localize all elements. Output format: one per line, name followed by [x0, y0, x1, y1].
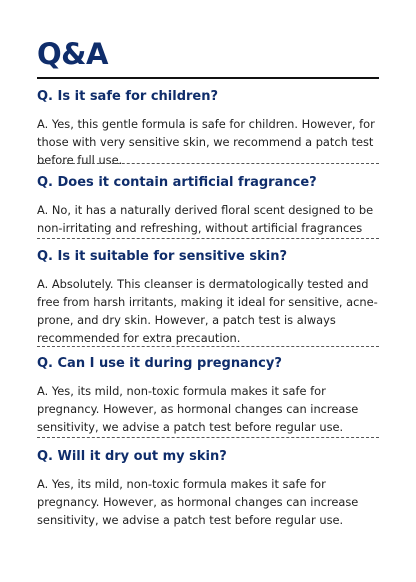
answer-text: A. Yes, its mild, non-toxic formula makes it safe for pregnancy. However, as hormonal changes can increase sensitivity, we advise a patch test before regular use.	[37, 477, 359, 527]
dashed-divider	[37, 163, 379, 164]
question-text: Q. Is it suitable for sensitive skin?	[37, 249, 288, 264]
question-text: Q. Is it safe for children?	[37, 89, 219, 104]
answer-text: A. Yes, its mild, non-toxic formula makes it safe for pregnancy. However, as hormonal changes can increase sensitivity, we advise a patch test before regular use.	[37, 384, 359, 434]
title-divider	[37, 77, 379, 79]
question-text: Q. Does it contain artificial fragrance?	[37, 175, 317, 190]
question-text: Q. Will it dry out my skin?	[37, 449, 227, 464]
page-title: Q&A	[37, 37, 108, 71]
qa-item	[37, 448, 379, 529]
qa-item	[37, 355, 379, 436]
dashed-divider	[37, 437, 379, 438]
qa-page	[37, 0, 379, 582]
answer-text: A. No, it has a naturally derived floral scent designed to be non-irritating and refreshing, without artificial fragrances	[37, 203, 374, 235]
dashed-divider	[37, 346, 379, 347]
answer-text: A. Absolutely. This cleanser is dermatologically tested and free from harsh irritants, making it ideal for sensitive, acne-prone, and dry skin. However, a patch test is always recommended for extra precaution.	[37, 277, 378, 345]
question-text: Q. Can I use it during pregnancy?	[37, 356, 282, 371]
answer-text: A. Yes, this gentle formula is safe for children. However, for those with very sensitive skin, we recommend a patch test before full use.	[37, 117, 375, 167]
qa-item	[37, 88, 379, 169]
qa-item	[37, 248, 379, 347]
dashed-divider	[37, 238, 379, 239]
qa-item	[37, 174, 379, 237]
